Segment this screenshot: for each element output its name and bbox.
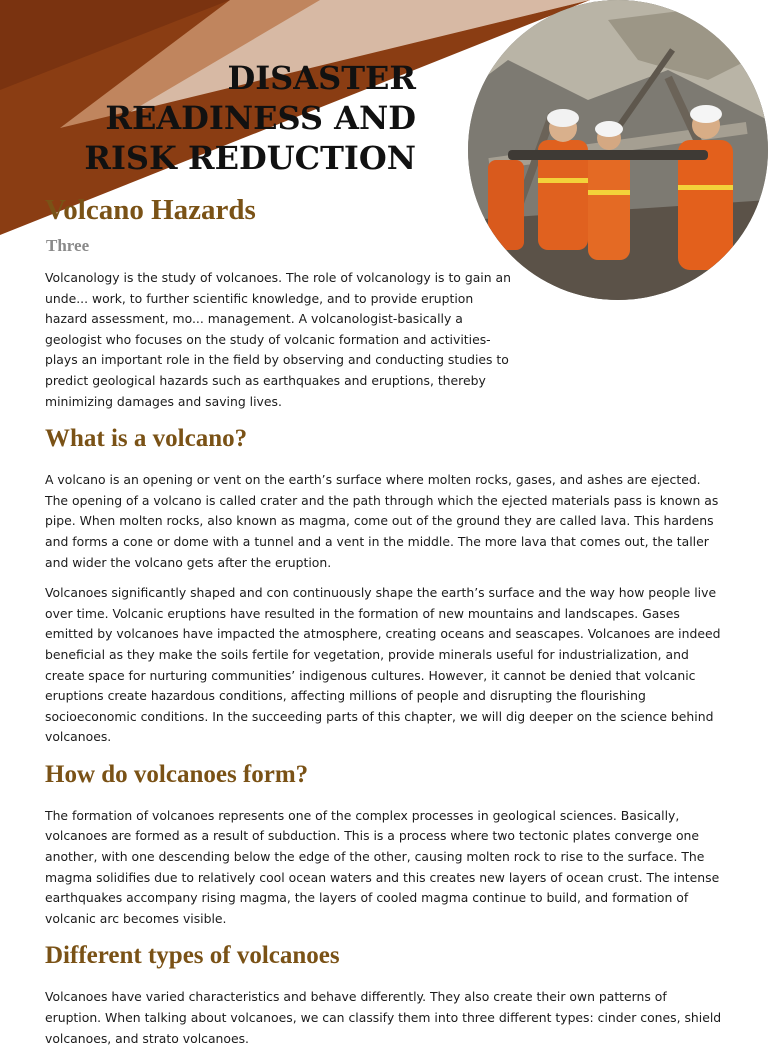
section-heading: What is a volcano? [45, 425, 248, 453]
section-heading: Different types of volcanoes [45, 942, 340, 970]
title-line: DISASTER [227, 59, 416, 97]
body-paragraph: Volcanoes have varied characteristics and behave differently. They also create their own patterns of eruption. When talking about volcanoes, we can classify them into three different types: cinder cones, shield volcanoes, and strato volcanoes. [45, 989, 722, 1046]
section-heading: How do volcanoes form? [45, 760, 309, 788]
chapter-subtitle: Three [46, 236, 90, 255]
rescue-workers-photo [468, 0, 768, 300]
document-body [45, 268, 723, 1059]
body-paragraph: Volcanoes significantly shaped and con continuously shape the earth’s surface and the way how people live over time. Volcanic eruptions have resulted in the formation of new mountains and landscapes. Gases emitted by volcanoes have impacted the atmosphere, creating oceans and seascapes. Volcanoes are indeed beneficial as they make the soils fertile for vegetation, provide minerals useful for industrialization, and create space for nurturing communities’ indigenous cultures. However, it cannot be denied that volcanic eruptions create hazardous conditions, affecting millions of people and disrupting the flourishing socioeconomic conditions. In the succeeding parts of this chapter, we will dig deeper on the science behind volcanoes. [45, 585, 721, 745]
title-line: RISK REDUCTION [84, 139, 416, 177]
chapter-title: Volcano Hazards [45, 194, 256, 226]
title-line: READINESS AND [105, 99, 416, 137]
body-paragraph: A volcano is an opening or vent on the earth’s surface where molten rocks, gases, and ashes are ejected. The opening of a volcano is called crater and the path through which the ejected materials pass is known as pipe. When molten rocks, also known as magma, come out of the ground they are called lava. This hardens and forms a cone or dome with a tunnel and a vent in the middle. The more lava that comes out, the taller and wider the volcano gets after the eruption. [45, 472, 719, 570]
body-paragraph: The formation of volcanoes represents one of the complex processes in geological sciences. Basically, volcanoes are formed as a result of subduction. This is a process where two tectonic plates converge one another, with one descending below the edge of the other, causing molten rock to rise to the surface. The magma solidifies due to relatively cool ocean waters and this creates new layers of ocean crust. The intense earthquakes accompany rising magma, the layers of cooled magma continue to build, and formation of volcanic arc becomes visible. [45, 807, 720, 926]
intro-paragraph: Volcanology is the study of volcanoes. The role of volcanology is to gain an unde... work, to further scientific knowledge, and to provide eruption hazard assessment, mo... management. A volcanologist-basically a geologist who focuses on the study of volcanic formation and activities-plays an important role in the field by observing and conducting studies to predict geological hazards such as earthquakes and eruptions, thereby minimizing damages and saving lives. [45, 270, 511, 409]
document-title [84, 58, 416, 178]
